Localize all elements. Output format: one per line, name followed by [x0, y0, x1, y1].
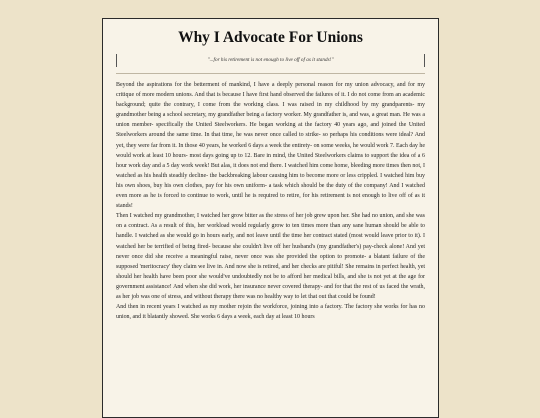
article-body [116, 80, 425, 322]
article-paragraph: Then I watched my grandmother, I watched her grow bitter as the stress of her job grew upon her. She had no union, and she was on a contract. As a result of this, her workload would regularly grow to ten times more than any sane human should be able to handle. I watched as she would go in hours early, and not leave until the time her contract stated (most would leave prior to it). I watched her be terrified of being fired- because she couldn't live off her husband's (my grandfather's) pay-check alone! And yet never once did she receive a meaningful raise, never once was she provided the option to promote- a blatant failure of the supposed 'meritocracy' they claim we live in. And now she is retired, and her checks are pitiful! She remains in perfect health, yet should her health have been poor she would've undoubtedly not be to afford her medical bills, and she is not yet at the age for government assistance! And when she did work, her insurance never covered therapy- and for that the rest of us faced the wrath, as her job was one of stress, and without therapy there was no healthy way to let that out that could be found! [116, 213, 425, 300]
subtitle-quote: "...for his retirement is not enough to live off of as it stands!" [116, 54, 425, 67]
title-divider [116, 73, 425, 74]
article-title: Why I Advocate For Unions [178, 29, 363, 46]
article-paragraph: And then in recent years I watched as my mother rejoin the workforce, joining into a factory. The factory she works for has no union, and it blatantly showed. She works 6 days a week, each day at least 10 hours [116, 304, 425, 321]
article-card [102, 18, 439, 418]
article-paragraph: Beyond the aspirations for the betterment of mankind, I have a deeply personal reason for my union advocacy, and for my critique of more modern unions. And that is because I have first hand observed the failures of it. I do not come from an academic background; quite the contrary, I come from the working class. I was raised in my childhood by my grandparents- my grandmother being a school secretary, my grandfather being a factory worker. My grandfather is, and was, a great man. He was a union member- specifically the United Steelworkers. He began working at the factory 40 years ago, and joined the United Steelworkers around the same time. In that time, he was never once called to strike- so perhaps his conditions were ideal? And yet, they were far from it. In those 40 years, he worked 6 days a week the entirety- on some weeks, he would work 7. Each day he would work at least 10 hours- most days going up to 12. Bare in mind, the United Steelworkers claims to support the idea of a 6 hour work day and a 5 day work week! But alas, it does not end there. I watched him come home, bleeding more times then not, I watched as his health steadily decline- the backbreaking labour causing him to become more or less crippled. I watched him buy his own shoes, buy his own clothes, pay for his own uniform- a task which should be the duty of the company! And I watched even more as he is forced to continue to work, until he is required to retire, for his retirement is not enough to live off of as it stands! [116, 82, 425, 210]
